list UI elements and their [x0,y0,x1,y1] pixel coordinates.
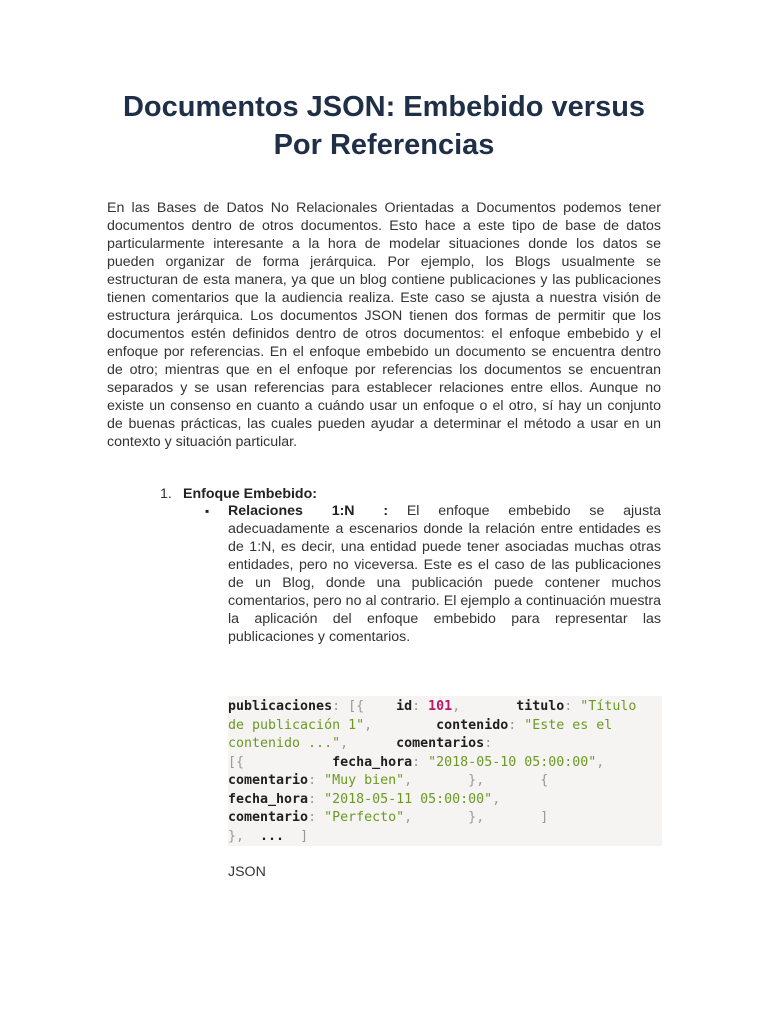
bullet-paragraph [228,502,661,646]
code-line: [{ fecha_hora: "2018-05-10 05:00:00", [228,754,605,770]
bullet-description: El enfoque embebido se ajusta adecuadamente a escenarios donde la relación entre entidades es de 1:N, es decir, una entidad puede tener asociadas muchas otras entidades, pero no viceversa. Este es el caso de las publicaciones de un Blog, donde una publicación puede contener muchos comentarios, pero no al contrario. El ejemplo a continuación muestra la aplicación del enfoque embebido para representar las publicaciones y comentarios. [228,503,661,645]
bullet-term: Relaciones 1:N : [228,503,389,519]
code-string: "2018-05-10 05:00:00" [428,754,597,770]
code-line: publicaciones: [{ id: 101, titulo: "Título [228,699,637,714]
list-heading: Enfoque Embebido: [183,486,317,502]
code-key: id [396,699,413,714]
bullet-square-icon: ▪ [205,504,210,518]
code-key: publicaciones [228,699,333,714]
code-string: "Perfecto" [324,810,405,825]
code-string: de publicación 1" [228,717,365,733]
code-string: "2018-05-11 05:00:00" [324,791,493,807]
code-line: comentario: "Perfecto", }, ] [228,810,549,825]
code-line: }, ... ] [228,828,309,844]
code-line: comentario: "Muy bien", }, { [228,773,549,788]
code-key: contenido [436,717,509,733]
code-string: "Este es el [524,717,613,733]
intro-paragraph: En las Bases de Datos No Relacionales Orientadas a Documentos podemos tener documentos dentro de otros documentos. Esto hace a este tipo de base de datos particularmente interesante a la hora de modelar situaciones donde los datos se pueden organizar de forma jerárquica. Por ejemplo, los Blogs usualmente se estructuran de esta manera, ya que un blog contiene publicaciones y las publicaciones tienen comentarios que la audiencia realiza. Este caso se ajusta a nuestra visión de estructura jerárquica. Los documentos JSON tienen dos formas de permitir que los documentos estén definidos dentro de otros documentos: el enfoque embebido y el enfoque por referencias. En el enfoque embebido un documento se encuentra dentro de otro; mientras que en el enfoque por referencias los documentos se encuentran separados y se usan referencias para establecer relaciones entre ellos. Aunque no existe un consenso en cuanto a cuándo usar un enfoque o el otro, sí hay un conjunto de buenas prácticas, las cuales pueden ayudar a determinar el método a usar en un contexto y situación particular. [107,200,661,450]
json-code-block [228,696,662,846]
code-ellipsis: ... [260,828,285,844]
code-line: de publicación 1", contenido: "Este es el [228,717,613,733]
code-string: "Título [580,699,637,714]
code-key: fecha_hora [332,754,413,770]
code-string: contenido ..." [228,736,341,751]
code-key: comentario [228,773,309,788]
code-line: fecha_hora: "2018-05-11 05:00:00", [228,791,501,807]
page-title: Documentos JSON: Embebido versus Por Referencias [122,91,646,161]
code-key: titulo [516,699,565,714]
code-string: "Muy bien" [324,773,405,788]
code-key: comentarios [396,736,485,751]
code-key: comentario [228,810,309,825]
code-caption: JSON [228,864,266,880]
code-line: contenido ...", comentarios: [228,736,493,751]
code-number: 101 [428,699,453,714]
list-number: 1. [160,486,172,502]
code-key: fecha_hora [228,791,309,807]
